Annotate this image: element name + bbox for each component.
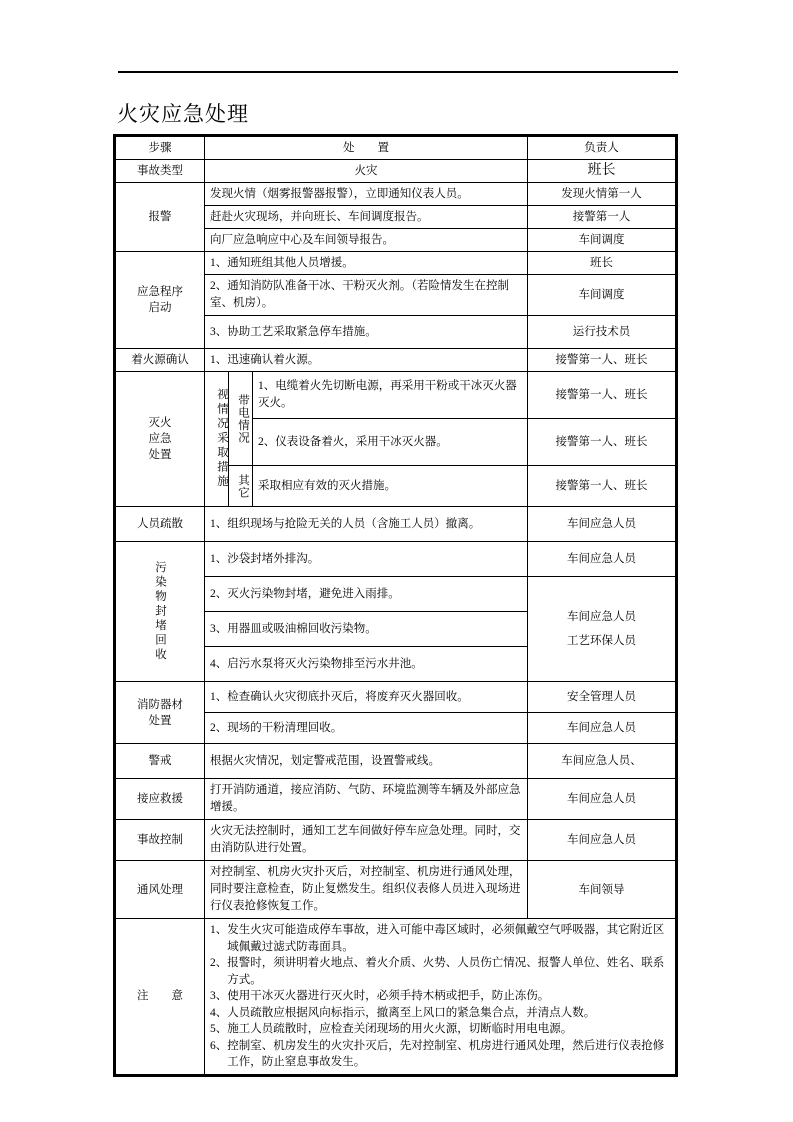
row-ventilation-action: 对控制室、机房火灾扑灭后，对控制室、机房进行通风处理，同时要注意检查，防止复燃发生。组织仪表修人员进入现场进行仪表抢修恢复工作。 [205, 861, 528, 919]
notes-list [210, 922, 670, 1071]
table-row [116, 542, 676, 577]
row-alarm-responsible-2: 接警第一人 [528, 206, 676, 229]
row-pollutant-responsible-1: 车间应急人员 [528, 542, 676, 577]
header-action: 处 置 [205, 137, 528, 160]
row-emergency-start-action-3: 3、协助工艺采取紧急停车措施。 [205, 316, 528, 349]
table-row [116, 160, 676, 183]
row-fire-equipment-responsible-2: 车间应急人员 [528, 713, 676, 744]
row-ventilation-step: 通风处理 [116, 861, 205, 919]
table-row [116, 779, 676, 820]
row-extinguish-action-1: 1、电缆着火先切断电源，再采用干粉或干冰灭火器灭火。 [253, 372, 528, 419]
note-number-6: 6、 [210, 1039, 228, 1052]
row-accident-type-step: 事故类型 [116, 160, 205, 183]
row-reception-action: 打开消防通道，接应消防、气防、环境监测等车辆及外部应急增援。 [205, 779, 528, 820]
row-fire-source-responsible: 接警第一人、班长 [528, 349, 676, 372]
row-pollutant-step-label: 污染物封堵回收 [154, 560, 166, 663]
row-ventilation-responsible: 车间领导 [528, 861, 676, 919]
row-extinguish-step-line1: 灭火 [148, 417, 172, 429]
row-extinguish-action-3: 采取相应有效的灭火措施。 [253, 466, 528, 507]
row-emergency-start-responsible-2: 车间调度 [528, 275, 676, 316]
row-extinguish-sub-measures [205, 372, 229, 507]
emergency-procedure-table [115, 136, 676, 1075]
row-cordon-action: 根据火灾情况，划定警戒范围，设置警戒线。 [205, 744, 528, 779]
row-pollutant-responsible-line1: 车间应急人员 [567, 611, 636, 623]
row-fire-equipment-step-line2: 处置 [148, 714, 172, 727]
row-fire-equipment-action-1: 1、检查确认火灾彻底扑灭后，将废弃灭火器回收。 [205, 682, 528, 713]
row-alarm-action-3: 向厂应急响应中心及车间领导报告。 [205, 229, 528, 252]
row-extinguish-step [116, 372, 205, 507]
list-item [210, 1038, 670, 1071]
row-accident-control-action: 火灾无法控制时，通知工艺车间做好停车应急处理。同时，交由消防队进行处置。 [205, 820, 528, 861]
row-notes-label: 注 意 [116, 919, 205, 1075]
row-fire-source-step: 着火源确认 [116, 349, 205, 372]
table-row [116, 744, 676, 779]
list-item [210, 955, 670, 988]
row-extinguish-sub-measures-label: 视情况采取措施 [216, 388, 228, 490]
row-pollutant-responsible-rest [528, 577, 676, 682]
row-extinguish-responsible-2: 接警第一人、班长 [528, 419, 676, 466]
row-fire-source-action: 1、迅速确认着火源。 [205, 349, 528, 372]
table-row [116, 682, 676, 713]
note-number-3: 3、 [210, 990, 228, 1002]
table-row [116, 919, 676, 1075]
note-number-5: 5、 [210, 1023, 228, 1035]
row-evacuation-step: 人员疏散 [116, 507, 205, 542]
table-row [116, 507, 676, 542]
row-extinguish-responsible-1: 接警第一人、班长 [528, 372, 676, 419]
row-emergency-start-step [116, 252, 205, 349]
row-extinguish-responsible-3: 接警第一人、班长 [528, 466, 676, 507]
row-extinguish-action-2: 2、仪表设备着火，采用干冰灭火器。 [253, 419, 528, 466]
list-item [210, 1021, 670, 1038]
row-emergency-start-action-2: 2、通知消防队准备干冰、干粉灭火剂。（若险情发生在控制室、机房）。 [205, 275, 528, 316]
row-accident-type-responsible: 班长 [528, 160, 676, 183]
row-pollutant-responsible-line2: 工艺环保人员 [567, 635, 636, 647]
note-text-1: 发生火灾可能造成停车事故，进入可能中毒区域时，必须佩戴空气呼吸器，其它附近区域佩戴过滤式防毒面具。 [227, 924, 665, 953]
table-row [116, 861, 676, 919]
note-text-6: 控制室、机房发生的火灾扑灭后，先对控制室、机房进行通风处理，然后进行仪表抢修工作，防止窒息事故发生。 [227, 1039, 665, 1068]
row-alarm-responsible-1: 发现火情第一人 [528, 183, 676, 206]
row-cordon-step: 警戒 [116, 744, 205, 779]
row-extinguish-sub-other-label: 其它 [237, 473, 249, 499]
table-row [116, 349, 676, 372]
table-header-row [116, 137, 676, 160]
row-fire-equipment-responsible-1: 安全管理人员 [528, 682, 676, 713]
list-item [210, 1005, 670, 1022]
note-text-5: 施工人员疏散时，应检查关闭现场的用火火源，切断临时用电电源。 [227, 1023, 573, 1035]
list-item [210, 922, 670, 955]
row-fire-equipment-step-line1: 消防器材 [137, 698, 183, 711]
row-alarm-step: 报警 [116, 183, 205, 252]
row-emergency-start-step-line2: 启动 [148, 302, 172, 314]
header-responsible: 负责人 [528, 137, 676, 160]
row-evacuation-action: 1、组织现场与抢险无关的人员（含施工人员）撤离。 [205, 507, 528, 542]
row-extinguish-step-line2: 应急 [148, 433, 172, 445]
note-number-2: 2、 [210, 957, 228, 969]
list-item [210, 988, 670, 1005]
row-pollutant-action-4: 4、启污水泵将灭火污染物排至污水井池。 [205, 647, 528, 682]
row-emergency-start-action-1: 1、通知班组其他人员增援。 [205, 252, 528, 275]
table-row [116, 820, 676, 861]
row-emergency-start-responsible-1: 班长 [528, 252, 676, 275]
row-evacuation-responsible: 车间应急人员 [528, 507, 676, 542]
note-number-4: 4、 [210, 1006, 228, 1019]
header-step: 步骤 [116, 137, 205, 160]
page-title: 火灾应急处理 [117, 102, 249, 127]
row-pollutant-step [116, 542, 205, 682]
note-text-4: 人员疏散应根据风向标指示，撤离至上风口的紧急集合点，并清点人数。 [227, 1006, 596, 1019]
row-extinguish-step-line3: 处置 [148, 449, 172, 461]
note-number-1: 1、 [210, 924, 228, 936]
row-alarm-responsible-3: 车间调度 [528, 229, 676, 252]
row-fire-equipment-action-2: 2、现场的干粉清理回收。 [205, 713, 528, 744]
row-fire-equipment-step [116, 682, 205, 744]
row-accident-type-action: 火灾 [205, 160, 528, 183]
note-text-2: 报警时，须讲明着火地点、着火介质、火势、人员伤亡情况、报警人单位、姓名、联系方式。 [227, 957, 665, 986]
row-extinguish-sub-electric-label: 带电情况 [237, 393, 249, 444]
header-rule [118, 71, 678, 73]
row-pollutant-action-3: 3、用器皿或吸油棉回收污染物。 [205, 612, 528, 647]
row-accident-control-responsible: 车间应急人员 [528, 820, 676, 861]
row-alarm-action-2: 赶赴火灾现场，并向班长、车间调度报告。 [205, 206, 528, 229]
row-emergency-start-step-line1: 应急程序 [137, 286, 183, 298]
row-alarm-action-1: 发现火情（烟雾报警器报警），立即通知仪表人员。 [205, 183, 528, 206]
row-cordon-responsible: 车间应急人员、 [528, 744, 676, 779]
row-emergency-start-responsible-3: 运行技术员 [528, 316, 676, 349]
row-pollutant-action-2: 2、灭火污染物封堵，避免进入雨排。 [205, 577, 528, 612]
row-accident-control-step: 事故控制 [116, 820, 205, 861]
table-row [116, 372, 676, 419]
table-row [116, 252, 676, 275]
row-reception-responsible: 车间应急人员 [528, 779, 676, 820]
table-row [116, 183, 676, 206]
note-text-3: 使用干冰灭火器进行灭火时，必须手持木柄或把手，防止冻伤。 [227, 990, 550, 1002]
row-pollutant-action-1: 1、沙袋封堵外排沟。 [205, 542, 528, 577]
row-reception-step: 接应救援 [116, 779, 205, 820]
row-notes-content [205, 919, 676, 1075]
